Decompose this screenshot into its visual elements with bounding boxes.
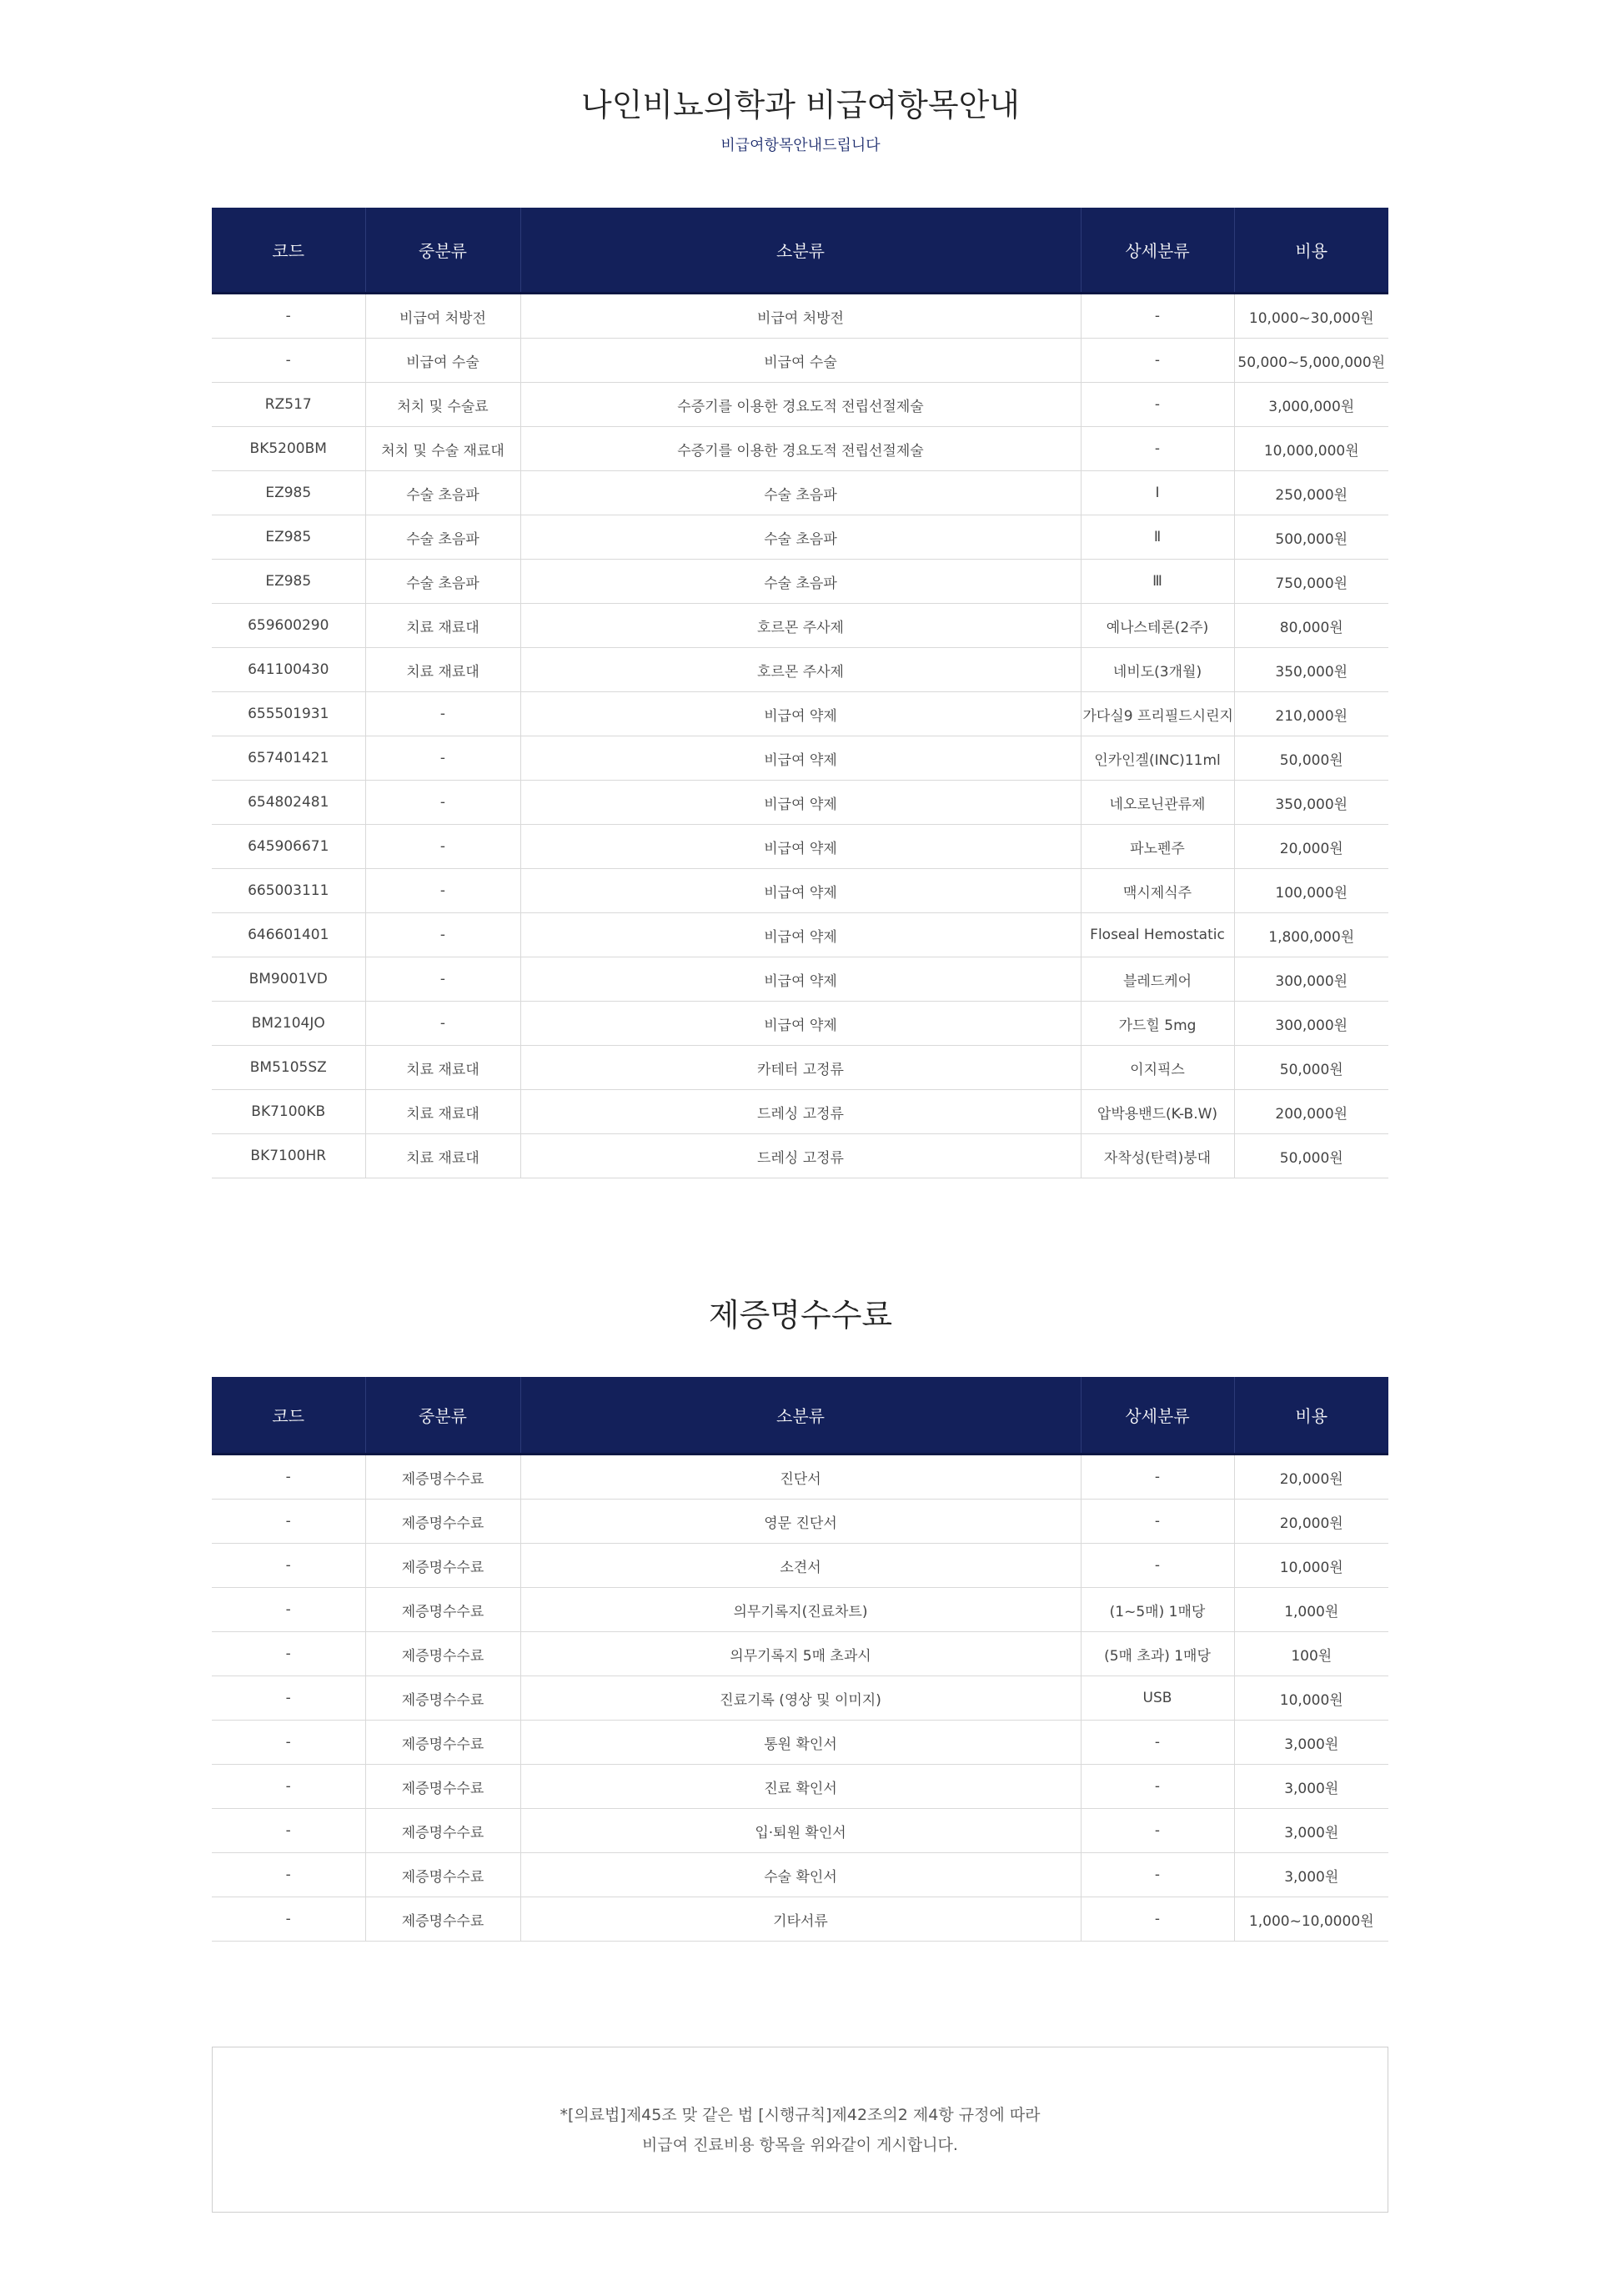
table-row <box>212 1809 1388 1853</box>
cell-cost: 50,000원 <box>1234 1046 1388 1090</box>
cell-middle-category: 제증명수수료 <box>365 1853 520 1897</box>
cell-middle-category: 치료 재료대 <box>365 1134 520 1178</box>
cell-detail-category: - <box>1081 339 1234 383</box>
cell-middle-category: 처치 및 수술료 <box>365 383 520 427</box>
table-row <box>212 1046 1388 1090</box>
cell-detail-category: Ⅱ <box>1081 515 1234 560</box>
cell-cost: 3,000원 <box>1234 1809 1388 1853</box>
cell-sub-category: 비급여 약제 <box>520 957 1081 1002</box>
cell-cost: 350,000원 <box>1234 648 1388 692</box>
noncovered-section-subtitle: 비급여항목안내드립니다 <box>720 137 881 154</box>
cell-detail-category: - <box>1081 1809 1234 1853</box>
table-row <box>212 1500 1388 1544</box>
cell-detail-category: 이지픽스 <box>1081 1046 1234 1090</box>
cell-detail-category: - <box>1081 1897 1234 1942</box>
cell-detail-category: - <box>1081 383 1234 427</box>
cell-code: - <box>212 1809 365 1853</box>
cell-code: 645906671 <box>212 825 365 869</box>
cell-cost: 350,000원 <box>1234 781 1388 825</box>
table-row <box>212 825 1388 869</box>
cell-cost: 1,800,000원 <box>1234 913 1388 957</box>
cell-code: - <box>212 1500 365 1544</box>
cell-sub-category: 진료기록 (영상 및 이미지) <box>520 1676 1081 1721</box>
cell-cost: 300,000원 <box>1234 957 1388 1002</box>
cell-detail-category: 맥시제식주 <box>1081 869 1234 913</box>
cell-sub-category: 수술 확인서 <box>520 1853 1081 1897</box>
header-detail-category: 상세분류 <box>1081 208 1234 294</box>
cell-sub-category: 기타서류 <box>520 1897 1081 1942</box>
cell-cost: 750,000원 <box>1234 560 1388 604</box>
cell-detail-category: 압박용밴드(K-B.W) <box>1081 1090 1234 1134</box>
table-row <box>212 1544 1388 1588</box>
cell-code: 646601401 <box>212 913 365 957</box>
cell-middle-category: 치료 재료대 <box>365 648 520 692</box>
table-row <box>212 1632 1388 1676</box>
cell-middle-category: 치료 재료대 <box>365 604 520 648</box>
cell-middle-category: - <box>365 781 520 825</box>
noncovered-section-title: 나인비뇨의학과 비급여항목안내 <box>581 87 1020 123</box>
table-row <box>212 383 1388 427</box>
legal-notice-box <box>212 2047 1388 2213</box>
cell-cost: 1,000~10,0000원 <box>1234 1897 1388 1942</box>
table-row <box>212 1897 1388 1942</box>
legal-notice-line-2: 비급여 진료비용 항목을 위와같이 게시합니다. <box>642 2135 958 2154</box>
cell-middle-category: 비급여 수술 <box>365 339 520 383</box>
table-row <box>212 781 1388 825</box>
cell-sub-category: 비급여 처방전 <box>520 294 1081 339</box>
cell-detail-category: 네오로닌관류제 <box>1081 781 1234 825</box>
cell-sub-category: 비급여 약제 <box>520 869 1081 913</box>
cell-code: BK5200BM <box>212 427 365 471</box>
cell-sub-category: 드레싱 고정류 <box>520 1090 1081 1134</box>
cell-sub-category: 호르몬 주사제 <box>520 648 1081 692</box>
cell-middle-category: 처치 및 수술 재료대 <box>365 427 520 471</box>
cell-middle-category: 제증명수수료 <box>365 1500 520 1544</box>
table-row <box>212 692 1388 736</box>
cell-code: BK7100KB <box>212 1090 365 1134</box>
table-row <box>212 1588 1388 1632</box>
cell-code: 654802481 <box>212 781 365 825</box>
table-row <box>212 648 1388 692</box>
cell-sub-category: 비급여 약제 <box>520 1002 1081 1046</box>
header-middle-category: 중분류 <box>365 208 520 294</box>
cell-detail-category: 가드힐 5mg <box>1081 1002 1234 1046</box>
cell-middle-category: 제증명수수료 <box>365 1588 520 1632</box>
cell-middle-category: - <box>365 1002 520 1046</box>
cell-code: BM2104JO <box>212 1002 365 1046</box>
table-row <box>212 604 1388 648</box>
cell-cost: 3,000원 <box>1234 1765 1388 1809</box>
cell-detail-category: 예나스테론(2주) <box>1081 604 1234 648</box>
cell-cost: 80,000원 <box>1234 604 1388 648</box>
table-row <box>212 1853 1388 1897</box>
cell-detail-category: (1~5매) 1매당 <box>1081 1588 1234 1632</box>
cell-code: 665003111 <box>212 869 365 913</box>
cell-cost: 1,000원 <box>1234 1588 1388 1632</box>
table-row <box>212 736 1388 781</box>
cell-sub-category: 영문 진단서 <box>520 1500 1081 1544</box>
cell-sub-category: 호르몬 주사제 <box>520 604 1081 648</box>
cell-code: BM9001VD <box>212 957 365 1002</box>
cell-detail-category: 자착성(탄력)붕대 <box>1081 1134 1234 1178</box>
cell-cost: 200,000원 <box>1234 1090 1388 1134</box>
cell-sub-category: 수술 초음파 <box>520 560 1081 604</box>
table-header-row <box>212 208 1388 294</box>
cell-detail-category: - <box>1081 1544 1234 1588</box>
cell-detail-category: 네비도(3개월) <box>1081 648 1234 692</box>
cell-detail-category: - <box>1081 1500 1234 1544</box>
cell-sub-category: 통원 확인서 <box>520 1721 1081 1765</box>
cell-cost: 100,000원 <box>1234 869 1388 913</box>
cell-cost: 3,000원 <box>1234 1721 1388 1765</box>
cell-sub-category: 의무기록지 5매 초과시 <box>520 1632 1081 1676</box>
cell-cost: 20,000원 <box>1234 1454 1388 1500</box>
cell-detail-category: Floseal Hemostatic <box>1081 913 1234 957</box>
cell-sub-category: 비급여 약제 <box>520 825 1081 869</box>
cell-detail-category: 블레드케어 <box>1081 957 1234 1002</box>
table-row <box>212 1454 1388 1500</box>
header-detail-category: 상세분류 <box>1081 1377 1234 1454</box>
cell-sub-category: 비급여 약제 <box>520 781 1081 825</box>
certificate-fee-table <box>212 1377 1388 1942</box>
cell-sub-category: 카테터 고정류 <box>520 1046 1081 1090</box>
cell-sub-category: 드레싱 고정류 <box>520 1134 1081 1178</box>
cell-cost: 3,000,000원 <box>1234 383 1388 427</box>
cell-code: - <box>212 1721 365 1765</box>
cell-code: - <box>212 294 365 339</box>
cell-sub-category: 비급여 수술 <box>520 339 1081 383</box>
cell-sub-category: 수술 초음파 <box>520 515 1081 560</box>
table-row <box>212 1765 1388 1809</box>
cell-middle-category: 제증명수수료 <box>365 1676 520 1721</box>
cell-code: - <box>212 1853 365 1897</box>
cell-sub-category: 비급여 약제 <box>520 736 1081 781</box>
cell-middle-category: 수술 초음파 <box>365 515 520 560</box>
cell-middle-category: 제증명수수료 <box>365 1809 520 1853</box>
cell-sub-category: 의무기록지(진료차트) <box>520 1588 1081 1632</box>
table-row <box>212 294 1388 339</box>
cell-middle-category: 제증명수수료 <box>365 1721 520 1765</box>
table-row <box>212 560 1388 604</box>
cell-code: - <box>212 1897 365 1942</box>
cell-middle-category: 수술 초음파 <box>365 471 520 515</box>
cell-code: - <box>212 1632 365 1676</box>
table-row <box>212 1134 1388 1178</box>
table-row <box>212 1090 1388 1134</box>
cell-middle-category: - <box>365 736 520 781</box>
certificate-section-title: 제증명수수료 <box>708 1297 893 1334</box>
table-header-row <box>212 1377 1388 1454</box>
cell-code: - <box>212 1544 365 1588</box>
cell-middle-category: 제증명수수료 <box>365 1632 520 1676</box>
header-cost: 비용 <box>1234 1377 1388 1454</box>
cell-cost: 50,000원 <box>1234 1134 1388 1178</box>
cell-middle-category: - <box>365 913 520 957</box>
table-row <box>212 427 1388 471</box>
cell-code: EZ985 <box>212 560 365 604</box>
cell-middle-category: 수술 초음파 <box>365 560 520 604</box>
cell-code: 657401421 <box>212 736 365 781</box>
table-row <box>212 869 1388 913</box>
legal-notice-line-1: *[의료법]제45조 맞 같은 법 [시행규칙]제42조의2 제4항 규정에 따라 <box>560 2105 1041 2124</box>
cell-middle-category: 치료 재료대 <box>365 1046 520 1090</box>
table-row <box>212 1721 1388 1765</box>
cell-sub-category: 진단서 <box>520 1454 1081 1500</box>
header-cost: 비용 <box>1234 208 1388 294</box>
cell-detail-category: Ⅲ <box>1081 560 1234 604</box>
cell-detail-category: - <box>1081 1454 1234 1500</box>
cell-sub-category: 수술 초음파 <box>520 471 1081 515</box>
cell-cost: 100원 <box>1234 1632 1388 1676</box>
cell-detail-category: USB <box>1081 1676 1234 1721</box>
cell-cost: 500,000원 <box>1234 515 1388 560</box>
cell-cost: 250,000원 <box>1234 471 1388 515</box>
noncovered-items-table <box>212 208 1388 1178</box>
cell-detail-category: - <box>1081 294 1234 339</box>
cell-detail-category: 파노펜주 <box>1081 825 1234 869</box>
cell-cost: 3,000원 <box>1234 1853 1388 1897</box>
cell-cost: 10,000원 <box>1234 1676 1388 1721</box>
header-middle-category: 중분류 <box>365 1377 520 1454</box>
cell-code: 655501931 <box>212 692 365 736</box>
cell-sub-category: 입·퇴원 확인서 <box>520 1809 1081 1853</box>
cell-code: EZ985 <box>212 515 365 560</box>
cell-code: - <box>212 1588 365 1632</box>
table-row <box>212 471 1388 515</box>
table-row <box>212 339 1388 383</box>
table-row <box>212 913 1388 957</box>
header-sub-category: 소분류 <box>520 1377 1081 1454</box>
cell-detail-category: Ⅰ <box>1081 471 1234 515</box>
cell-middle-category: - <box>365 957 520 1002</box>
cell-middle-category: 제증명수수료 <box>365 1765 520 1809</box>
cell-cost: 50,000~5,000,000원 <box>1234 339 1388 383</box>
cell-cost: 210,000원 <box>1234 692 1388 736</box>
cell-code: - <box>212 1765 365 1809</box>
cell-detail-category: - <box>1081 427 1234 471</box>
cell-cost: 10,000~30,000원 <box>1234 294 1388 339</box>
cell-detail-category: - <box>1081 1721 1234 1765</box>
cell-code: BK7100HR <box>212 1134 365 1178</box>
cell-code: RZ517 <box>212 383 365 427</box>
cell-middle-category: - <box>365 825 520 869</box>
cell-middle-category: 제증명수수료 <box>365 1897 520 1942</box>
cell-sub-category: 진료 확인서 <box>520 1765 1081 1809</box>
table-row <box>212 1002 1388 1046</box>
cell-middle-category: 제증명수수료 <box>365 1544 520 1588</box>
table-row <box>212 515 1388 560</box>
cell-code: BM5105SZ <box>212 1046 365 1090</box>
cell-code: - <box>212 1454 365 1500</box>
cell-cost: 20,000원 <box>1234 1500 1388 1544</box>
cell-detail-category: 가다실9 프리필드시린지 <box>1081 692 1234 736</box>
cell-code: - <box>212 339 365 383</box>
header-sub-category: 소분류 <box>520 208 1081 294</box>
cell-detail-category: - <box>1081 1853 1234 1897</box>
cell-sub-category: 소견서 <box>520 1544 1081 1588</box>
table-row <box>212 1676 1388 1721</box>
header-code: 코드 <box>212 208 365 294</box>
header-code: 코드 <box>212 1377 365 1454</box>
cell-middle-category: - <box>365 869 520 913</box>
cell-sub-category: 비급여 약제 <box>520 913 1081 957</box>
cell-sub-category: 수증기를 이용한 경요도적 전립선절제술 <box>520 383 1081 427</box>
table-row <box>212 957 1388 1002</box>
cell-sub-category: 비급여 약제 <box>520 692 1081 736</box>
cell-cost: 10,000,000원 <box>1234 427 1388 471</box>
cell-detail-category: - <box>1081 1765 1234 1809</box>
cell-detail-category: 인카인겔(INC)11ml <box>1081 736 1234 781</box>
cell-middle-category: 제증명수수료 <box>365 1454 520 1500</box>
cell-cost: 50,000원 <box>1234 736 1388 781</box>
cell-code: 641100430 <box>212 648 365 692</box>
cell-cost: 300,000원 <box>1234 1002 1388 1046</box>
cell-cost: 20,000원 <box>1234 825 1388 869</box>
cell-middle-category: 비급여 처방전 <box>365 294 520 339</box>
cell-sub-category: 수증기를 이용한 경요도적 전립선절제술 <box>520 427 1081 471</box>
cell-code: - <box>212 1676 365 1721</box>
cell-detail-category: (5매 초과) 1매당 <box>1081 1632 1234 1676</box>
cell-code: 659600290 <box>212 604 365 648</box>
cell-code: EZ985 <box>212 471 365 515</box>
cell-middle-category: - <box>365 692 520 736</box>
cell-middle-category: 치료 재료대 <box>365 1090 520 1134</box>
cell-cost: 10,000원 <box>1234 1544 1388 1588</box>
